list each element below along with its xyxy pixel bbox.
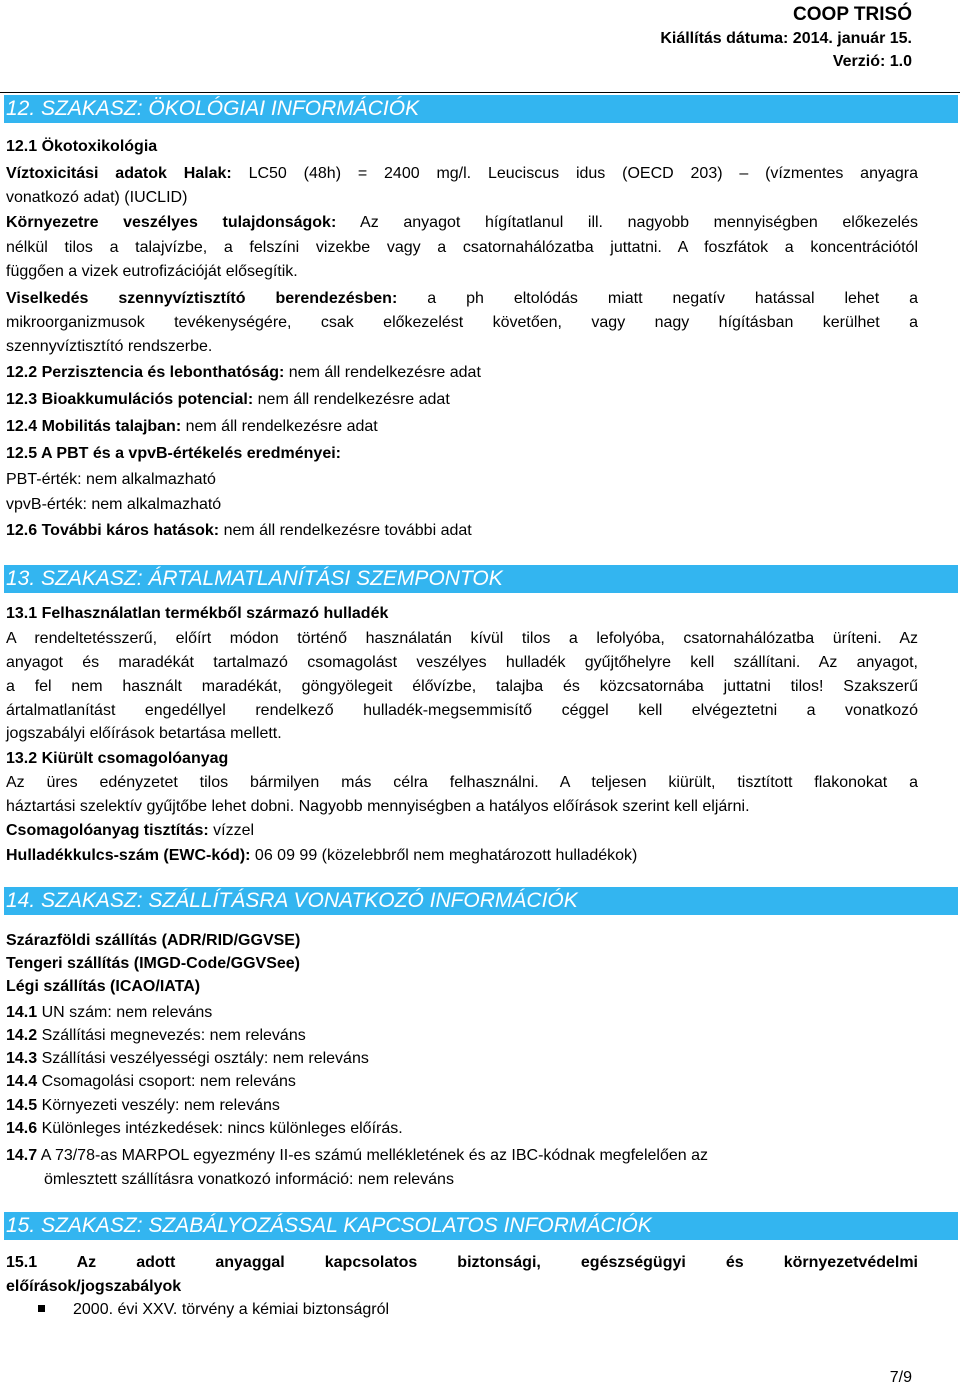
subsection-12-4 (6, 417, 378, 437)
subsection-15-1-line-1: 15.1 Az adott anyaggal kapcsolatos biztonsági, egészségügyi és környezetvédelmi (6, 1254, 918, 1271)
env-line-3: függően a vizek eutrofizációját elősegítik. (6, 263, 298, 280)
behaviour-line-1 (6, 289, 918, 309)
item-14-7-continued: ömlesztett szállításra vonatkozó információ: nem releváns (44, 1171, 454, 1188)
packaging-cleaning (6, 821, 254, 841)
waste-line-4: ártalmatlanítást engedéllyel rendelkező hulladék-megsemmisítő céggel kell elvégeztetni a vonatkozó (6, 702, 918, 719)
waste-line-1: A rendeltetésszerű, előírt módon történő használatán kívül tilos a lefolyóba, csatornahálózatba üríteni. Az (6, 630, 918, 647)
subsection-12-2 (6, 363, 481, 383)
tox-text-1: LC50 (48h) = 2400 mg/l. Leuciscus idus (OECD 203) – (vízmentes anyagra (231, 165, 919, 182)
subsection-12-1: 12.1 Ökotoxikológia (6, 138, 158, 155)
ewc-code (6, 846, 637, 866)
env-text-1: Az anyagot hígítatlanul ill. nagyobb mennyiségben előkezelés (336, 214, 919, 231)
item-14-2 (6, 1026, 306, 1046)
packaging-line-2: háztartási szelektív gyűjtőbe lehet dobni. Nagyobb mennyiségben a hatályos előírások szerint kell eljárni. (6, 798, 750, 815)
vpvb-value: vpvB-érték: nem alkalmazható (6, 496, 222, 513)
env-line-1 (6, 213, 918, 233)
version: Verzió: 1.0 (832, 53, 912, 70)
item-text: Szállítási veszélyességi osztály: nem releváns (37, 1050, 369, 1067)
waste-line-2: anyagot és maradékát tartalmazó csomagolást veszélyes hulladék gyűjtőhelyre kell szállítani. Az anyagot, (6, 654, 918, 671)
ewc-label: Hulladékkulcs-szám (EWC-kód): (6, 847, 251, 864)
company-name: COOP TRISÓ (793, 4, 912, 25)
pbt-value: PBT-érték: nem alkalmazható (6, 471, 216, 488)
item-number: 14.3 (6, 1050, 38, 1067)
behaviour-label: Viselkedés szennyvíztisztító berendezésben: (6, 290, 398, 307)
item-text: Csomagolási csoport: nem releváns (37, 1073, 296, 1090)
behaviour-text-1: a ph eltolódás miatt negatív hatással lehet a (397, 290, 918, 307)
ewc-value: 06 09 99 (közelebbről nem meghatározott hulladékok) (250, 847, 638, 864)
item-text: Különleges intézkedések: nincs különleges előírás. (37, 1120, 403, 1137)
air-transport: Légi szállítás (ICAO/IATA) (6, 978, 201, 995)
subsection-12-5: 12.5 A PBT és a vpvB-értékelés eredményei: (6, 445, 341, 462)
env-label: Környezetre veszélyes tulajdonságok: (6, 214, 337, 231)
item-14-4 (6, 1072, 296, 1092)
tox-line-2: vonatkozó adat) (IUCLID) (6, 189, 188, 206)
item-text: Környezeti veszély: nem releváns (37, 1097, 280, 1114)
p123-value: nem áll rendelkezésre adat (253, 391, 450, 408)
behaviour-line-2: mikroorganizmusok tevékenységére, csak előkezelést követően, vagy nagy hígításban kerülhet a (6, 314, 918, 331)
subsection-12-6 (6, 521, 472, 541)
section-13-title: 13. SZAKASZ: ÁRTALMATLANÍTÁSI SZEMPONTOK (4, 565, 958, 593)
item-number: 14.4 (6, 1073, 38, 1090)
section-15-title: 15. SZAKASZ: SZABÁLYOZÁSSAL KAPCSOLATOS INFORMÁCIÓK (4, 1212, 958, 1240)
behaviour-line-3: szennyvíztisztító rendszerbe. (6, 338, 213, 355)
square-bullet-icon (38, 1305, 45, 1312)
waste-line-5: jogszabályi előírások betartása mellett. (6, 725, 282, 742)
item-number: 14.6 (6, 1120, 38, 1137)
subsection-15-1-line-2: előírások/jogszabályok (6, 1278, 182, 1295)
p122-label: 12.2 Perzisztencia és lebonthatóság: (6, 364, 285, 381)
item-number: 14.7 (6, 1147, 38, 1164)
subsection-13-1: 13.1 Felhasználatlan termékből származó hulladék (6, 605, 389, 622)
p124-value: nem áll rendelkezésre adat (181, 418, 378, 435)
item-14-5 (6, 1096, 280, 1116)
item-14-3 (6, 1049, 369, 1069)
env-line-2: nélkül tilos a talajvízbe, a felszíni vizekbe vagy a csatornahálózatba juttatni. A foszfátok a koncentrációtól (6, 239, 918, 256)
p123-label: 12.3 Bioakkumulációs potencial: (6, 391, 254, 408)
p122-value: nem áll rendelkezésre adat (284, 364, 481, 381)
page-number: 7/9 (889, 1369, 912, 1386)
cleaning-value: vízzel (208, 822, 255, 839)
subsection-12-3 (6, 390, 450, 410)
tox-label: Víztoxicitási adatok Halak: (6, 165, 232, 182)
item-text: UN szám: nem releváns (37, 1004, 213, 1021)
packaging-line-1: Az üres edényzetet tilos bármilyen más célra felhasználni. A teljesen kiürült, tisztított flakonokat a (6, 774, 918, 791)
item-text: Szállítási megnevezés: nem releváns (37, 1027, 306, 1044)
section-12-title: 12. SZAKASZ: ÖKOLÓGIAI INFORMÁCIÓK (4, 95, 958, 123)
item-number: 14.1 (6, 1004, 38, 1021)
item-14-1 (6, 1003, 212, 1023)
regulation-item: 2000. évi XXV. törvény a kémiai biztonságról (73, 1301, 390, 1318)
subsection-13-2: 13.2 Kiürült csomagolóanyag (6, 750, 229, 767)
sea-transport: Tengeri szállítás (IMGD-Code/GGVSee) (6, 955, 300, 972)
road-transport: Szárazföldi szállítás (ADR/RID/GGVSE) (6, 932, 301, 949)
item-text: A 73/78-as MARPOL egyezmény II-es számú mellékletének és az IBC-kódnak megfelelően az (37, 1147, 708, 1164)
header-divider (0, 92, 960, 93)
p126-value: nem áll rendelkezésre további adat (219, 522, 472, 539)
item-number: 14.5 (6, 1097, 38, 1114)
issue-date: Kiállítás dátuma: 2014. január 15. (660, 30, 912, 47)
cleaning-label: Csomagolóanyag tisztítás: (6, 822, 209, 839)
p124-label: 12.4 Mobilitás talajban: (6, 418, 182, 435)
item-14-7 (6, 1146, 708, 1166)
tox-line-1 (6, 164, 918, 184)
item-number: 14.2 (6, 1027, 38, 1044)
item-14-6 (6, 1119, 403, 1139)
p126-label: 12.6 További káros hatások: (6, 522, 220, 539)
section-14-title: 14. SZAKASZ: SZÁLLÍTÁSRA VONATKOZÓ INFORMÁCIÓK (4, 887, 958, 915)
waste-line-3: a fel nem használt maradékát, göngyölegeit élővízbe, talajba és közcsatornába juttatni tilos! Szakszerű (6, 678, 918, 695)
